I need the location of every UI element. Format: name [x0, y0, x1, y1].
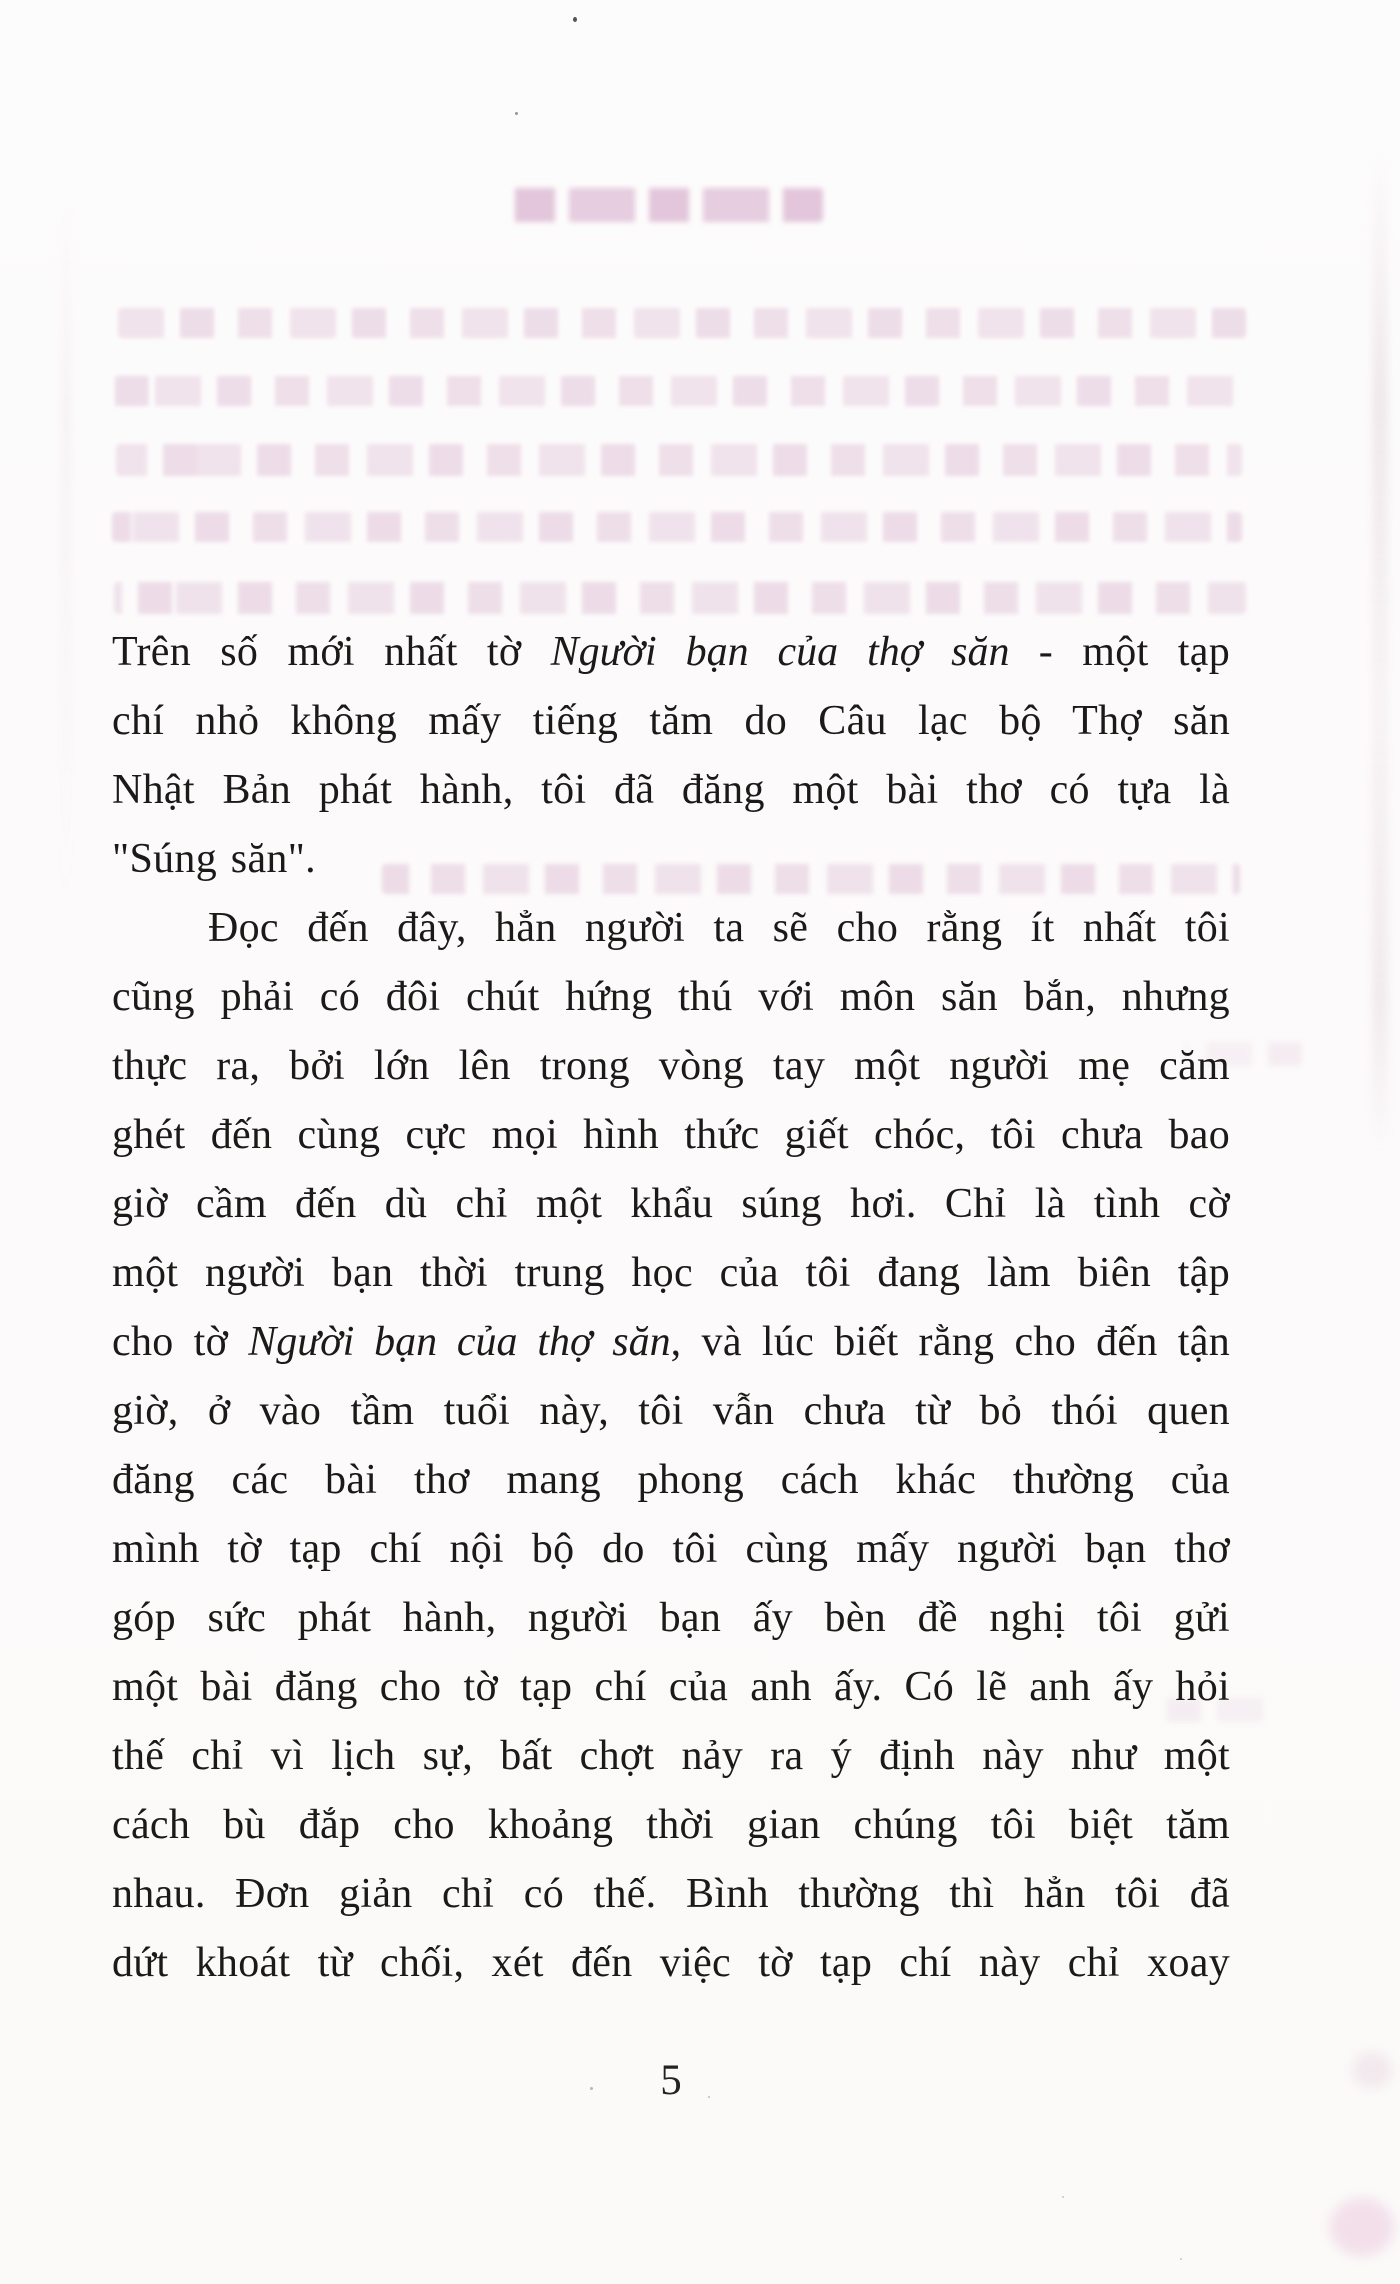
text-line [112, 1239, 1230, 1308]
text-block [112, 618, 1230, 1998]
text-segment: giờ, ở vào tầm tuổi này, tôi vẫn chưa từ bỏ thói quen [112, 1388, 1230, 1434]
text-segment: góp sức phát hành, người bạn ấy bèn đề nghị tôi gửi [112, 1595, 1230, 1641]
scan-speck [1180, 2258, 1182, 2260]
bleedthrough-line [116, 444, 1242, 476]
text-line [112, 825, 1230, 894]
text-line [112, 1722, 1230, 1791]
text-line [112, 1584, 1230, 1653]
text-segment: đăng các bài thơ mang phong cách khác thường của [112, 1457, 1230, 1503]
text-segment: ghét đến cùng cực mọi hình thức giết chóc, tôi chưa bao [112, 1112, 1230, 1158]
bleedthrough-line [118, 308, 1246, 338]
scan-edge-streak-right [1372, 150, 1388, 1150]
magazine-title-italic: Người bạn của thợ săn [248, 1319, 671, 1365]
bleedthrough-line [112, 512, 1242, 542]
text-line [112, 1515, 1230, 1584]
text-line [112, 1308, 1230, 1377]
text-segment: một người bạn thời trung học của tôi đang làm biên tập [112, 1250, 1230, 1296]
text-line [112, 618, 1230, 687]
text-segment: thế chỉ vì lịch sự, bất chợt nảy ra ý định này như một [112, 1733, 1230, 1779]
text-segment: giờ cầm đến dù chỉ một khẩu súng hơi. Chỉ là tình cờ [112, 1181, 1230, 1227]
scan-blotch [1330, 2198, 1394, 2256]
scan-edge-streak-left [60, 190, 72, 910]
scan-speck [1062, 2196, 1064, 2198]
text-segment: mình tờ tạp chí nội bộ do tôi cùng mấy người bạn thơ [112, 1526, 1230, 1572]
text-segment: nhau. Đơn giản chỉ có thế. Bình thường thì hẳn tôi đã [112, 1871, 1230, 1917]
text-segment: Đọc đến đây, hẳn người ta sẽ cho rằng ít nhất tôi [208, 905, 1230, 951]
text-segment: cho tờ [112, 1319, 249, 1365]
bleedthrough-line [112, 376, 1246, 406]
text-line [112, 1791, 1230, 1860]
text-line [112, 687, 1230, 756]
text-segment: cũng phải có đôi chút hứng thú với môn săn bắn, nhưng [112, 974, 1230, 1020]
text-line [112, 1929, 1230, 1998]
text-segment: thực ra, bởi lớn lên trong vòng tay một người mẹ căm [112, 1043, 1230, 1089]
text-line [112, 1170, 1230, 1239]
magazine-title-italic: Người bạn của thợ săn [550, 629, 1010, 675]
text-segment: một bài đăng cho tờ tạp chí của anh ấy. Có lẽ anh ấy hỏi [112, 1664, 1230, 1710]
text-segment: "Súng săn". [112, 836, 316, 882]
text-segment: Nhật Bản phát hành, tôi đã đăng một bài thơ có tựa là [112, 767, 1230, 813]
text-segment: cách bù đắp cho khoảng thời gian chúng tôi biệt tăm [112, 1802, 1230, 1848]
text-line [112, 1653, 1230, 1722]
scan-speck [515, 112, 518, 115]
text-segment: dứt khoát từ chối, xét đến việc tờ tạp chí này chỉ xoay [112, 1940, 1230, 1986]
text-segment: chí nhỏ không mấy tiếng tăm do Câu lạc bộ Thợ săn [112, 698, 1230, 744]
text-line [112, 1860, 1230, 1929]
page-number: 5 [660, 2057, 682, 2104]
bleedthrough-line [114, 582, 1246, 614]
text-segment: , và lúc biết rằng cho đến tận [670, 1319, 1231, 1365]
text-line [112, 894, 1230, 963]
scan-speck [573, 17, 577, 22]
text-line [112, 1377, 1230, 1446]
text-segment: Trên số mới nhất tờ [112, 629, 551, 675]
bleedthrough-running-head [505, 188, 823, 222]
text-line [112, 963, 1230, 1032]
scan-blotch [1352, 2052, 1392, 2088]
text-line [112, 1446, 1230, 1515]
text-line [112, 1101, 1230, 1170]
text-line [112, 756, 1230, 825]
text-line [112, 1032, 1230, 1101]
text-segment: - một tạp [1009, 629, 1230, 675]
